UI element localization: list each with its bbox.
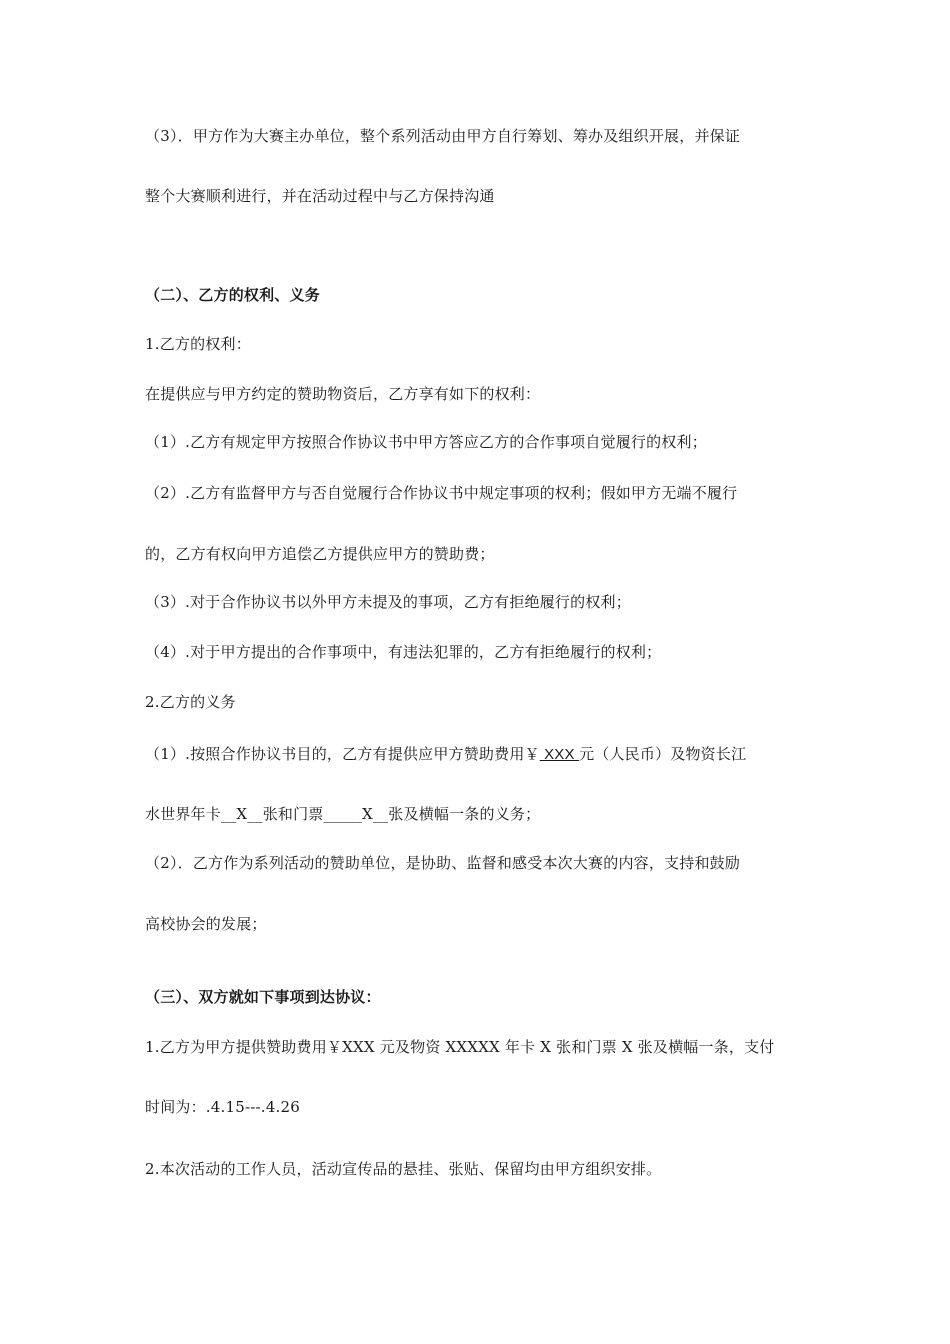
duty-1-text-e: 张及横幅一条的义务； xyxy=(388,805,541,823)
duty-item-2-line-2: 高校协会的发展； xyxy=(145,915,267,933)
agreement-item-1-line-2: 时间为：.4.15---.4.26 xyxy=(145,1098,300,1116)
section-3-heading: （三）、双方就如下事项到达协议： xyxy=(145,988,381,1006)
duty-item-2-line-1: （2）．乙方作为系列活动的赞助单位，是协助、监督和感受本次大赛的内容，支持和鼓励 xyxy=(145,854,741,872)
duties-title: 2.乙方的义务 xyxy=(145,693,236,711)
right-item-2-line-1: （2）.乙方有监督甲方与否自觉履行合作协议书中规定事项的权利；假如甲方无端不履行 xyxy=(145,484,738,502)
right-item-1: （1）.乙方有规定甲方按照合作协议书中甲方答应乙方的合作事项自觉履行的权利； xyxy=(145,433,707,451)
clause-3-line-1: （3）．甲方作为大赛主办单位，整个系列活动由甲方自行筹划、筹办及组织开展，并保证 xyxy=(145,127,741,145)
duty-1-text-b: 元（人民币）及物资长江 xyxy=(579,745,747,763)
ticket-count: _____X__ xyxy=(323,805,389,823)
rights-intro: 在提供应与甲方约定的赞助物资后，乙方享有如下的权利： xyxy=(145,385,541,403)
agreement-item-2: 2.本次活动的工作人员，活动宣传品的悬挂、张贴、保留均由甲方组织安排。 xyxy=(145,1160,662,1178)
rights-title: 1.乙方的权利： xyxy=(145,335,251,353)
duty-1-text-a: （1）.按照合作协议书目的，乙方有提供应甲方赞助费用￥ xyxy=(145,745,540,763)
section-2-heading: （二）、乙方的权利、义务 xyxy=(145,286,320,304)
right-item-3: （3）.对于合作协议书以外甲方未提及的事项，乙方有拒绝履行的权利； xyxy=(145,593,631,611)
duty-item-1-line-2 xyxy=(145,804,540,824)
duty-1-text-c: 水世界年卡 xyxy=(145,805,222,823)
duty-1-text-d: 张和门票 xyxy=(262,805,324,823)
duty-item-1-line-1 xyxy=(145,744,746,765)
sponsor-fee-amount: XXX xyxy=(539,746,580,763)
right-item-2-line-2: 的，乙方有权向甲方追偿乙方提供应甲方的赞助费； xyxy=(145,545,495,563)
right-item-4: （4）.对于甲方提出的合作事项中，有违法犯罪的，乙方有拒绝履行的权利； xyxy=(145,643,662,661)
agreement-item-1-line-1: 1.乙方为甲方提供赞助费用￥XXX 元及物资 XXXXX 年卡 X 张和门票 X 张及横幅一条，支付 xyxy=(145,1038,775,1056)
annual-card-count: __X__ xyxy=(221,805,263,823)
clause-3-line-2: 整个大赛顺利进行，并在活动过程中与乙方保持沟通 xyxy=(145,187,495,205)
